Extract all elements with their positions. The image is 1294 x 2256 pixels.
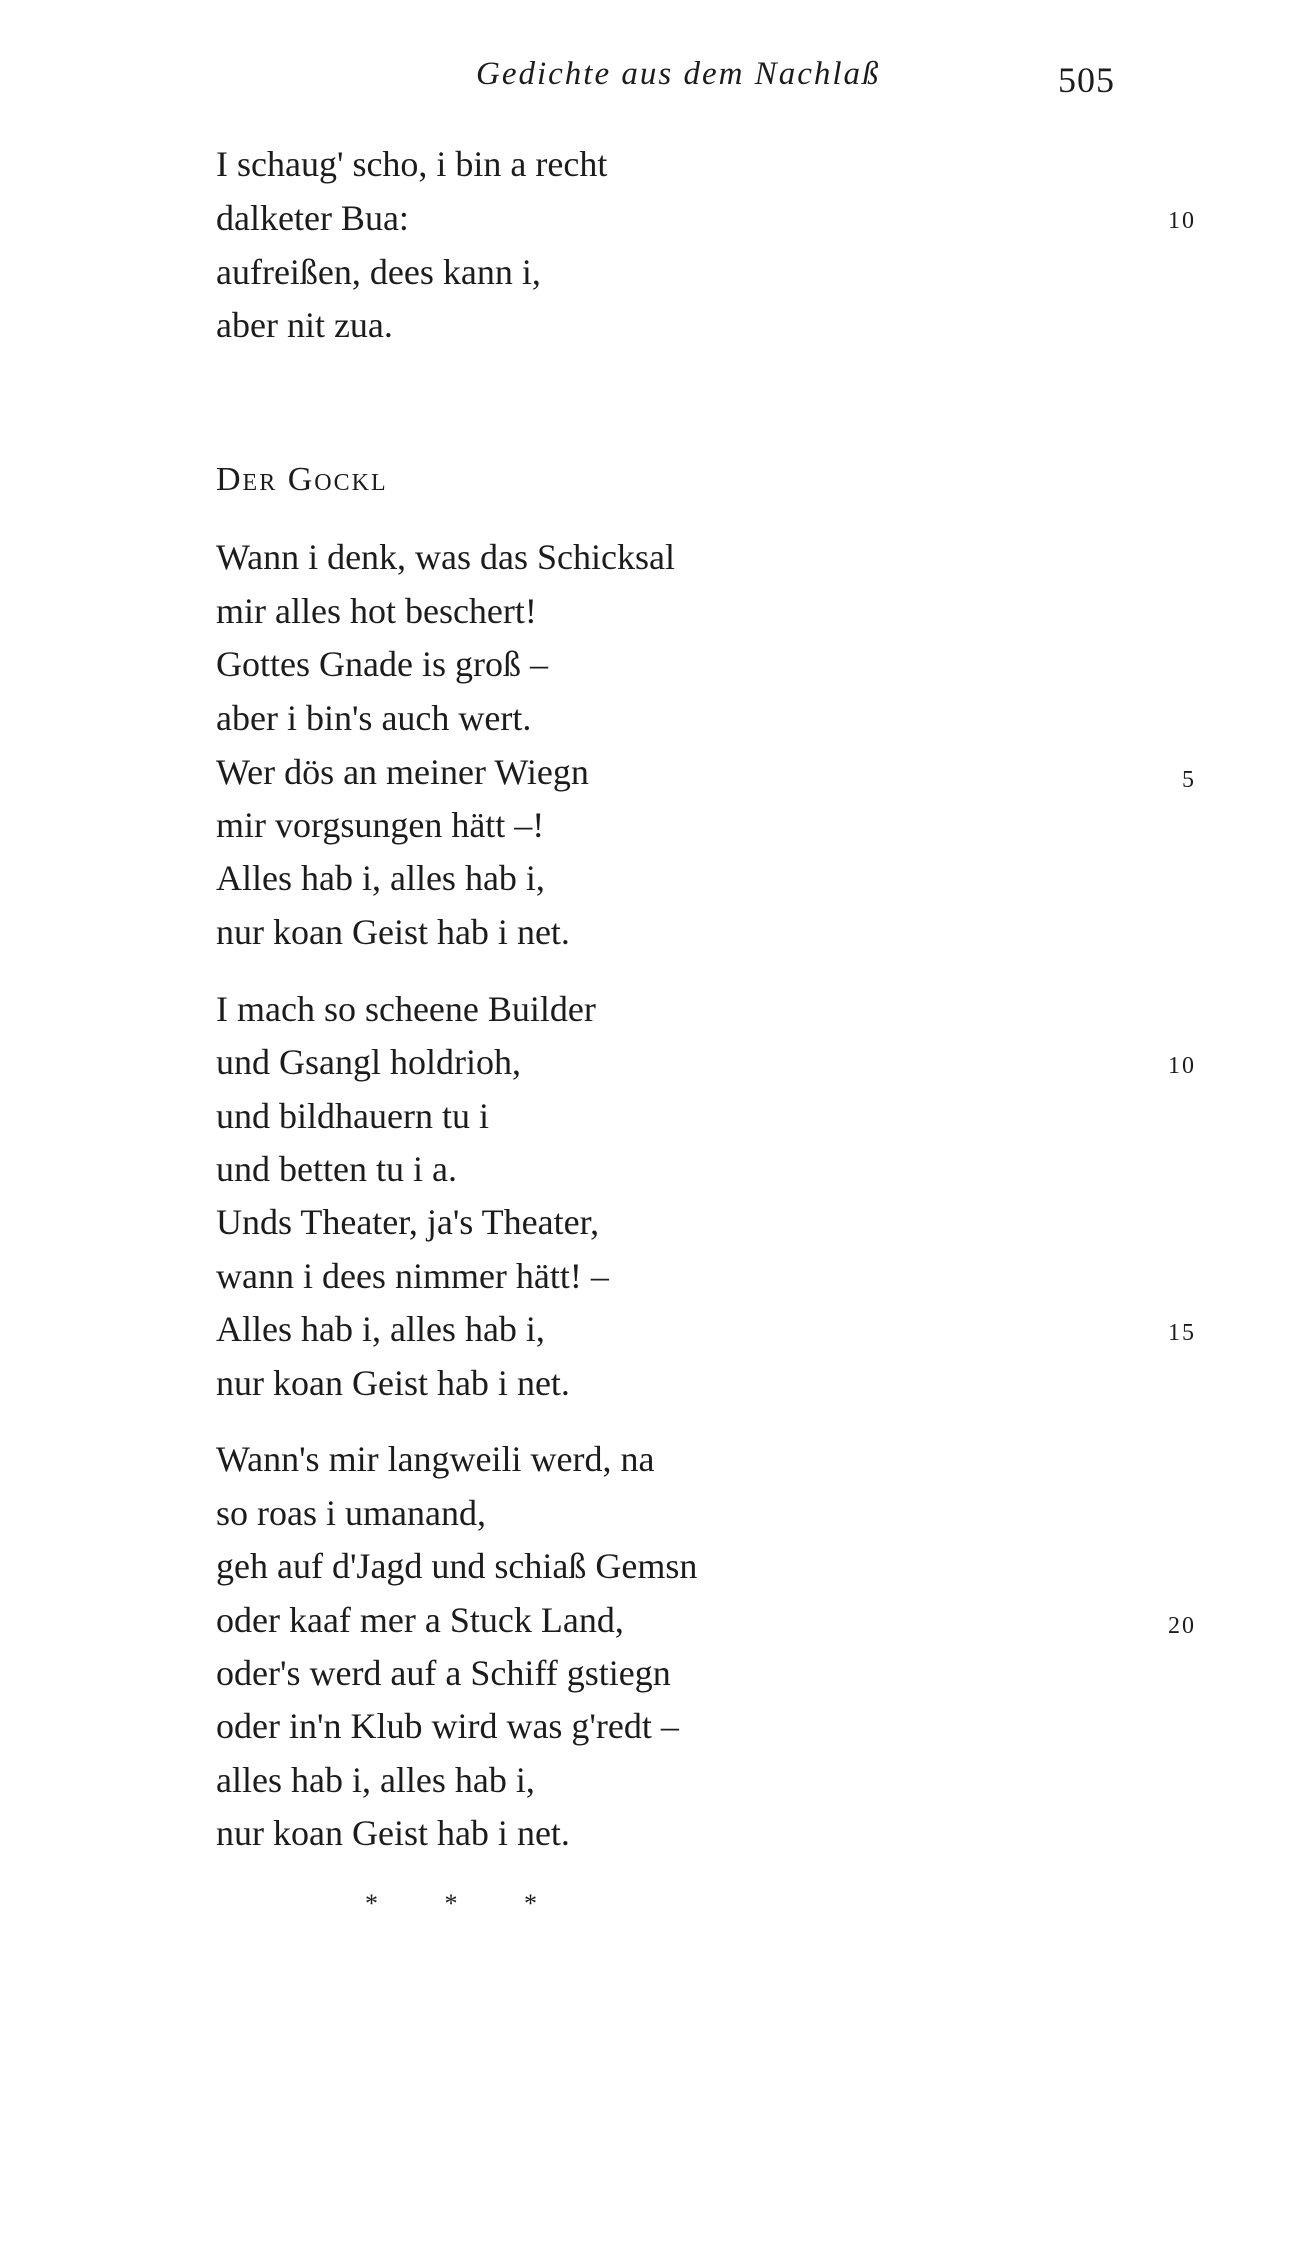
verse-line: alles hab i, alles hab i,: [216, 1760, 535, 1800]
section-divider-asterisks: * * *: [365, 1889, 567, 1918]
verse-line: dalketer Bua:: [216, 198, 409, 238]
verse-line: I schaug' scho, i bin a recht: [216, 144, 608, 184]
verse-line: aufreißen, dees kann i,: [216, 252, 541, 292]
verse-line: und Gsangl holdrioh,: [216, 1042, 521, 1082]
page-number: 505: [1058, 60, 1115, 100]
verse-line: mir vorgsungen hätt –!: [216, 805, 545, 845]
verse-line: geh auf d'Jagd und schiaß Gemsn: [216, 1546, 698, 1586]
verse-line: aber i bin's auch wert.: [216, 698, 532, 738]
verse-line: mir alles hot beschert!: [216, 591, 537, 631]
verse-line: nur koan Geist hab i net.: [216, 1363, 570, 1403]
verse-line: Alles hab i, alles hab i,: [216, 858, 545, 898]
line-number: 10: [1168, 1053, 1196, 1079]
verse-line: Wann's mir langweili werd, na: [216, 1439, 655, 1479]
line-number: 20: [1168, 1613, 1196, 1639]
verse-line: so roas i umanand,: [216, 1493, 486, 1533]
verse-line: oder kaaf mer a Stuck Land,: [216, 1600, 624, 1640]
verse-line: und betten tu i a.: [216, 1149, 457, 1189]
line-number: 5: [1182, 767, 1196, 793]
verse-line: nur koan Geist hab i net.: [216, 1813, 570, 1853]
verse-line: Gottes Gnade is groß –: [216, 644, 548, 684]
poem-title: Der Gockl: [216, 461, 388, 498]
verse-line: und bildhauern tu i: [216, 1096, 489, 1136]
verse-line: oder in'n Klub wird was g'redt –: [216, 1706, 679, 1746]
verse-line: Wer dös an meiner Wiegn: [216, 752, 589, 792]
verse-line: aber nit zua.: [216, 305, 393, 345]
verse-line: oder's werd auf a Schiff gstiegn: [216, 1653, 671, 1693]
verse-line: nur koan Geist hab i net.: [216, 912, 570, 952]
verse-line: Wann i denk, was das Schicksal: [216, 537, 675, 577]
verse-line: Alles hab i, alles hab i,: [216, 1309, 545, 1349]
running-title: Gedichte aus dem Nachlaß: [476, 56, 881, 92]
line-number: 15: [1168, 1320, 1196, 1346]
verse-line: I mach so scheene Builder: [216, 989, 596, 1029]
verse-line: Unds Theater, ja's Theater,: [216, 1202, 600, 1242]
verse-line: wann i dees nimmer hätt! –: [216, 1256, 609, 1296]
line-number: 10: [1168, 208, 1196, 234]
